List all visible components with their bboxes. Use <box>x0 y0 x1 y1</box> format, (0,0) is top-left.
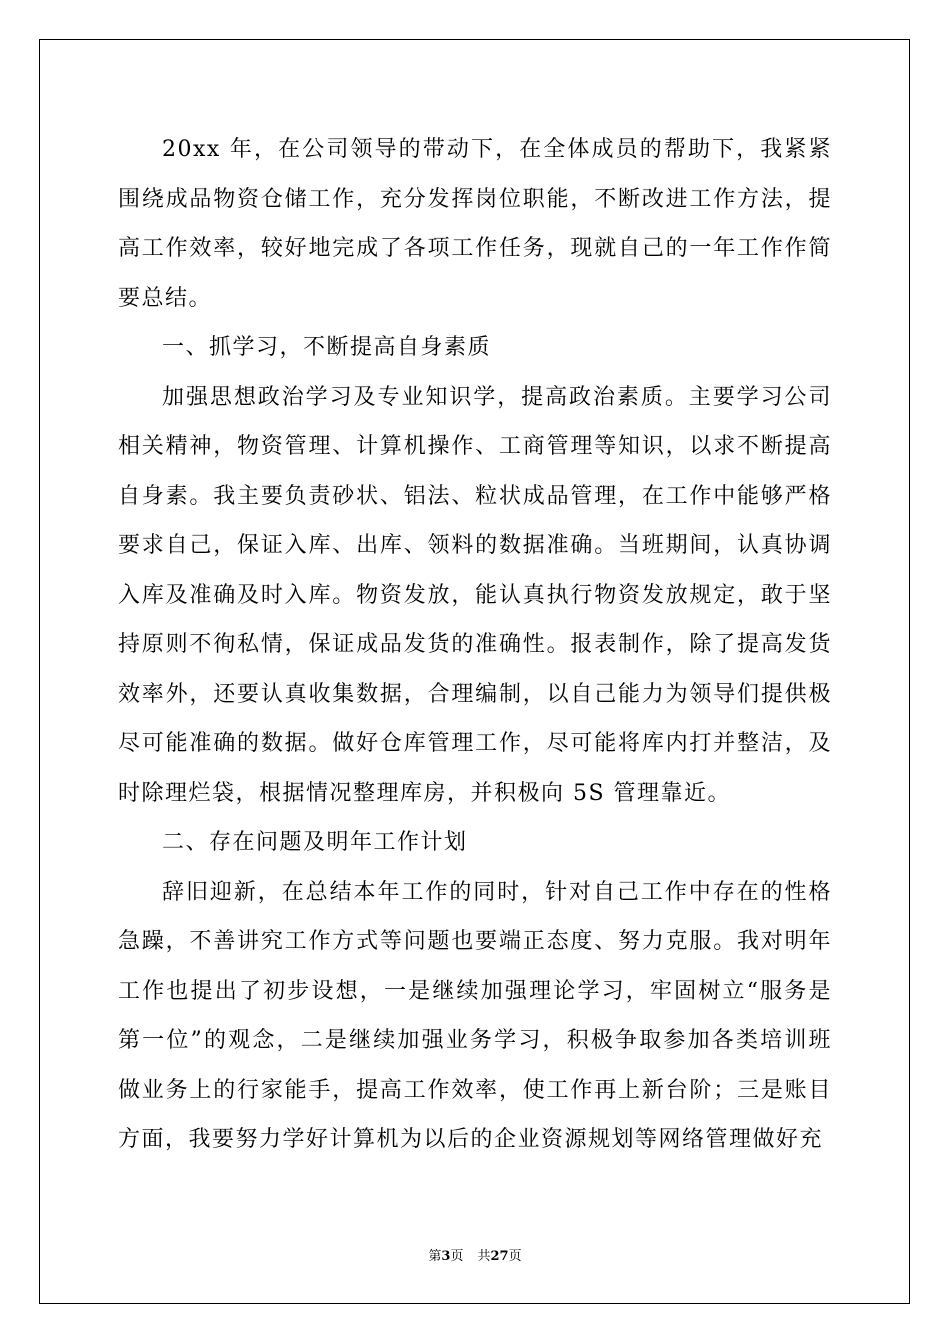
total-suffix: 页 <box>508 1249 522 1264</box>
page-prefix: 第 <box>428 1249 442 1264</box>
page-footer <box>0 1249 950 1265</box>
page-number: 3 <box>441 1249 451 1264</box>
page-suffix: 页 <box>450 1249 464 1264</box>
intro-paragraph: 20xx 年，在公司领导的带动下，在全体成员的帮助下，我紧紧围绕成品物资仓储工作，充分发挥岗位职能，不断改进工作方法，提高工作效率，较好地完成了各项工作任务，现就自己的一年工作作简要总结。 <box>118 137 832 311</box>
section-2-paragraph: 辞旧迎新，在总结本年工作的同时，针对自己工作中存在的性格急躁，不善讲究工作方式等问题也要端正态度、努力克服。我对明年工作也提出了初步设想，一是继续加强理论学习，牢固树立“服务是第一位”的观念，二是继续加强业务学习，积极争取参加各类培训班做业务上的行家能手，提高工作效率，使工作再上新台阶；三是账目方面，我要努力学好计算机为以后的企业资源规划等网络管理做好充 <box>118 879 832 1152</box>
section-heading-1: 一、抓学习，不断提高自身素质 <box>162 335 492 360</box>
document-body <box>118 125 832 1165</box>
section-heading-2: 二、存在问题及明年工作计划 <box>162 830 468 855</box>
total-prefix: 共 <box>477 1249 491 1264</box>
section-1-paragraph: 加强思想政治学习及专业知识学，提高政治素质。主要学习公司相关精神，物资管理、计算机操作、工商管理等知识，以求不断提高自身素。我主要负责砂状、铝法、粒状成品管理，在工作中能够严格要求自己，保证入库、出库、领料的数据准确。当班期间，认真协调入库及准确及时入库。物资发放，能认真执行物资发放规定，敢于坚持原则不徇私情，保证成品发货的准确性。报表制作，除了提高发货效率外，还要认真收集数据，合理编制，以自己能力为领导们提供极尽可能准确的数据。做好仓库管理工作，尽可能将库内打并整洁，及时除理烂袋，根据情况整理库房，并积极向 5S 管理靠近。 <box>118 384 832 806</box>
total-pages: 27 <box>490 1249 509 1264</box>
